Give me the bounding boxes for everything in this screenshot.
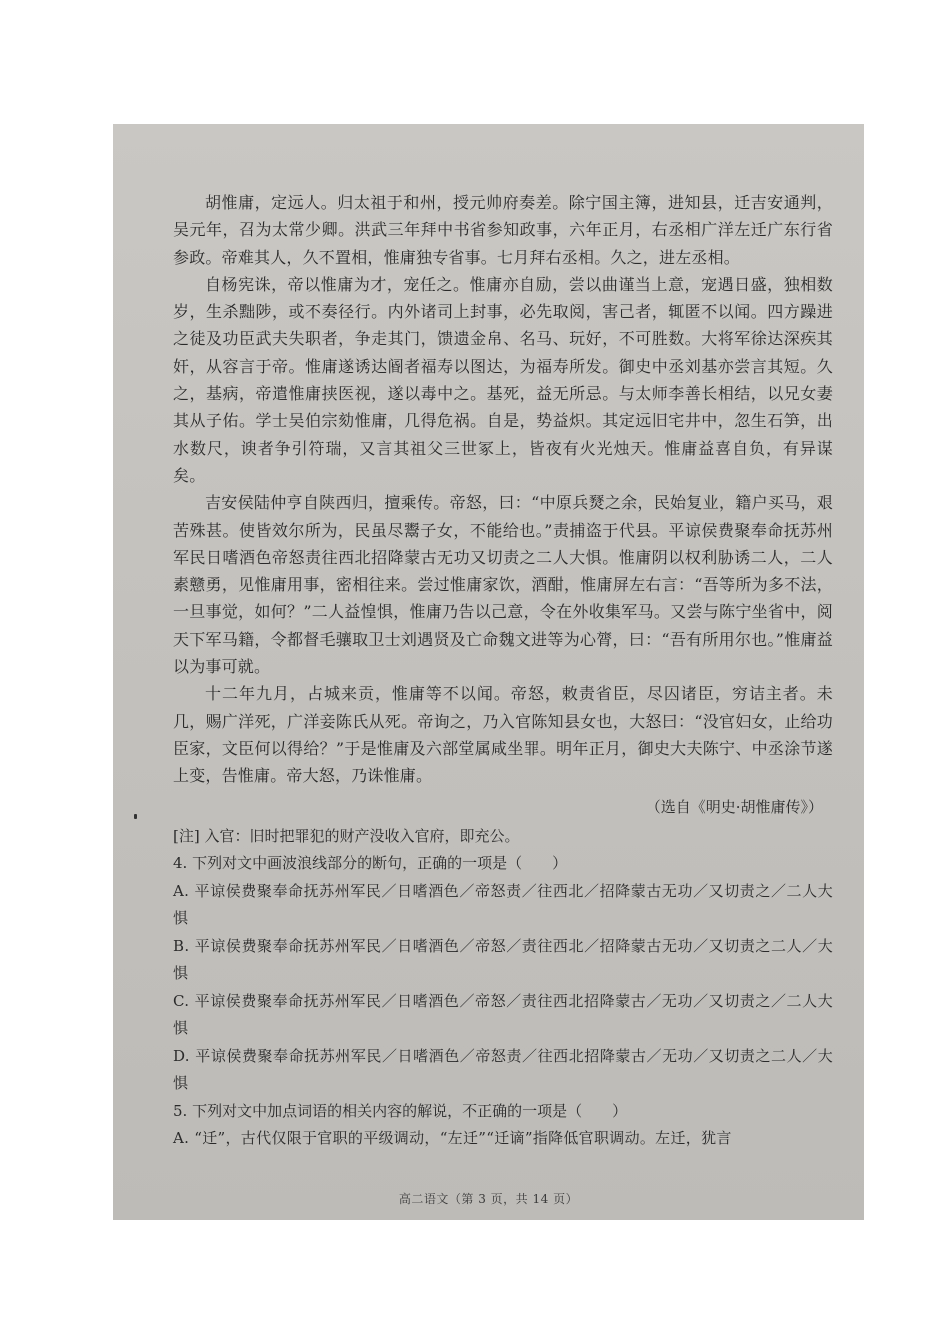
passage-paragraph-2: 自杨宪诛，帝以惟庸为才，宠任之。惟庸亦自励，尝以曲谨当上意，宠遇日盛，独相数岁，生杀黜陟，或不奏径行。内外诸司上封事，必先取阅，害己者，辄匿不以闻。四方躁进之徒及功臣武夫失职者，争走其门，馈遗金帛、名马、玩好，不可胜数。大将军徐达深疾其奸，从容言于帝。惟庸遂诱达阍者福寿以图达，为福寿所发。御史中丞刘基亦尝言其短。久之，基病，帝遣惟庸挟医视，遂以毒中之。基死，益无所忌。与太师李善长相结，以兄女妻其从子佑。学士吴伯宗劾惟庸，几得危祸。自是，势益炽。其定远旧宅井中，忽生石笋，出水数尺，谀者争引符瑞，又言其祖父三世冢上，皆夜有火光烛天。惟庸益喜自负，有异谋矣。 — [173, 274, 833, 485]
passage-paragraph-1: 胡惟庸，定远人。归太祖于和州，授元帅府奏差。除宁国主簿，进知县，迁吉安通判，吴元年，召为太常少卿。洪武三年拜中书省参知政事，六年正月，右丞相广洋左迁广东行省参政。帝难其人，久不置相，惟庸独专省事。七月拜右丞相。久之，进左丞相。 — [173, 193, 833, 267]
footnote: [注] 入官：旧时把罪犯的财产没收入官府，即充公。 — [173, 826, 520, 845]
passage-source: （选自《明史·胡惟庸传》） — [645, 797, 823, 816]
passage-paragraph-3: 吉安侯陆仲亨自陕西归，擅乘传。帝怒，曰：“中原兵燹之余，民始复业，籍户买马，艰苦殊甚。使皆效尔所为，民虽尽鬻子女，不能给也。”责捕盗于代县。平谅侯费聚奉命抚苏州军民日嗜酒色帝怒责往西北招降蒙古无功又切责之二人大惧。惟庸阴以权利胁诱二人，二人素戆勇，见惟庸用事，密相往来。尝过惟庸家饮，酒酣，惟庸屏左右言：“吾等所为多不法，一旦事觉，如何？”二人益惶惧，惟庸乃告以己意，令在外收集军马。又尝与陈宁坐省中，阅天下军马籍，令都督毛骧取卫士刘遇贤及亡命魏文进等为心膂，曰：“吾有所用尔也。”惟庸益以为事可就。 — [173, 493, 833, 677]
question-4-option-d: D. 平谅侯费聚奉命抚苏州军民／日嗜酒色／帝怒责／往西北招降蒙古／无功／又切责之二人／大惧 — [173, 1046, 833, 1093]
exam-page — [113, 124, 864, 1220]
text-block — [173, 189, 833, 1153]
ink-dot — [134, 814, 137, 819]
question-5-option-a: A. “迁”，古代仅限于官职的平级调动，“左迁”“迁谪”指降低官职调动。左迁，犹言 — [173, 1129, 732, 1148]
question-4-option-b: B. 平谅侯费聚奉命抚苏州军民／日嗜酒色／帝怒／责往西北／招降蒙古无功／又切责之二人／大惧 — [173, 936, 833, 983]
page-footer: 高二语文（第 3 页，共 14 页） — [398, 1192, 579, 1206]
question-4-option-a: A. 平谅侯费聚奉命抚苏州军民／日嗜酒色／帝怒责／往西北／招降蒙古无功／又切责之／二人大惧 — [173, 881, 833, 928]
question-4-option-c: C. 平谅侯费聚奉命抚苏州军民／日嗜酒色／帝怒／责往西北招降蒙古／无功／又切责之／二人大惧 — [173, 991, 833, 1038]
passage-paragraph-4: 十二年九月，占城来贡，惟庸等不以闻。帝怒，敕责省臣，尽囚诸臣，穷诘主者。未几，赐广洋死，广洋妾陈氏从死。帝询之，乃入官陈知县女也，大怒曰：“没官妇女，止给功臣家，文臣何以得给？”于是惟庸及六部堂属咸坐罪。明年正月，御史大夫陈宁、中丞涂节遂上变，告惟庸。帝大怒，乃诛惟庸。 — [173, 684, 833, 786]
question-4-stem: 4. 下列对文中画波浪线部分的断句，正确的一项是（ ） — [173, 854, 568, 873]
question-5-stem: 5. 下列对文中加点词语的相关内容的解说，不正确的一项是（ ） — [173, 1101, 628, 1120]
